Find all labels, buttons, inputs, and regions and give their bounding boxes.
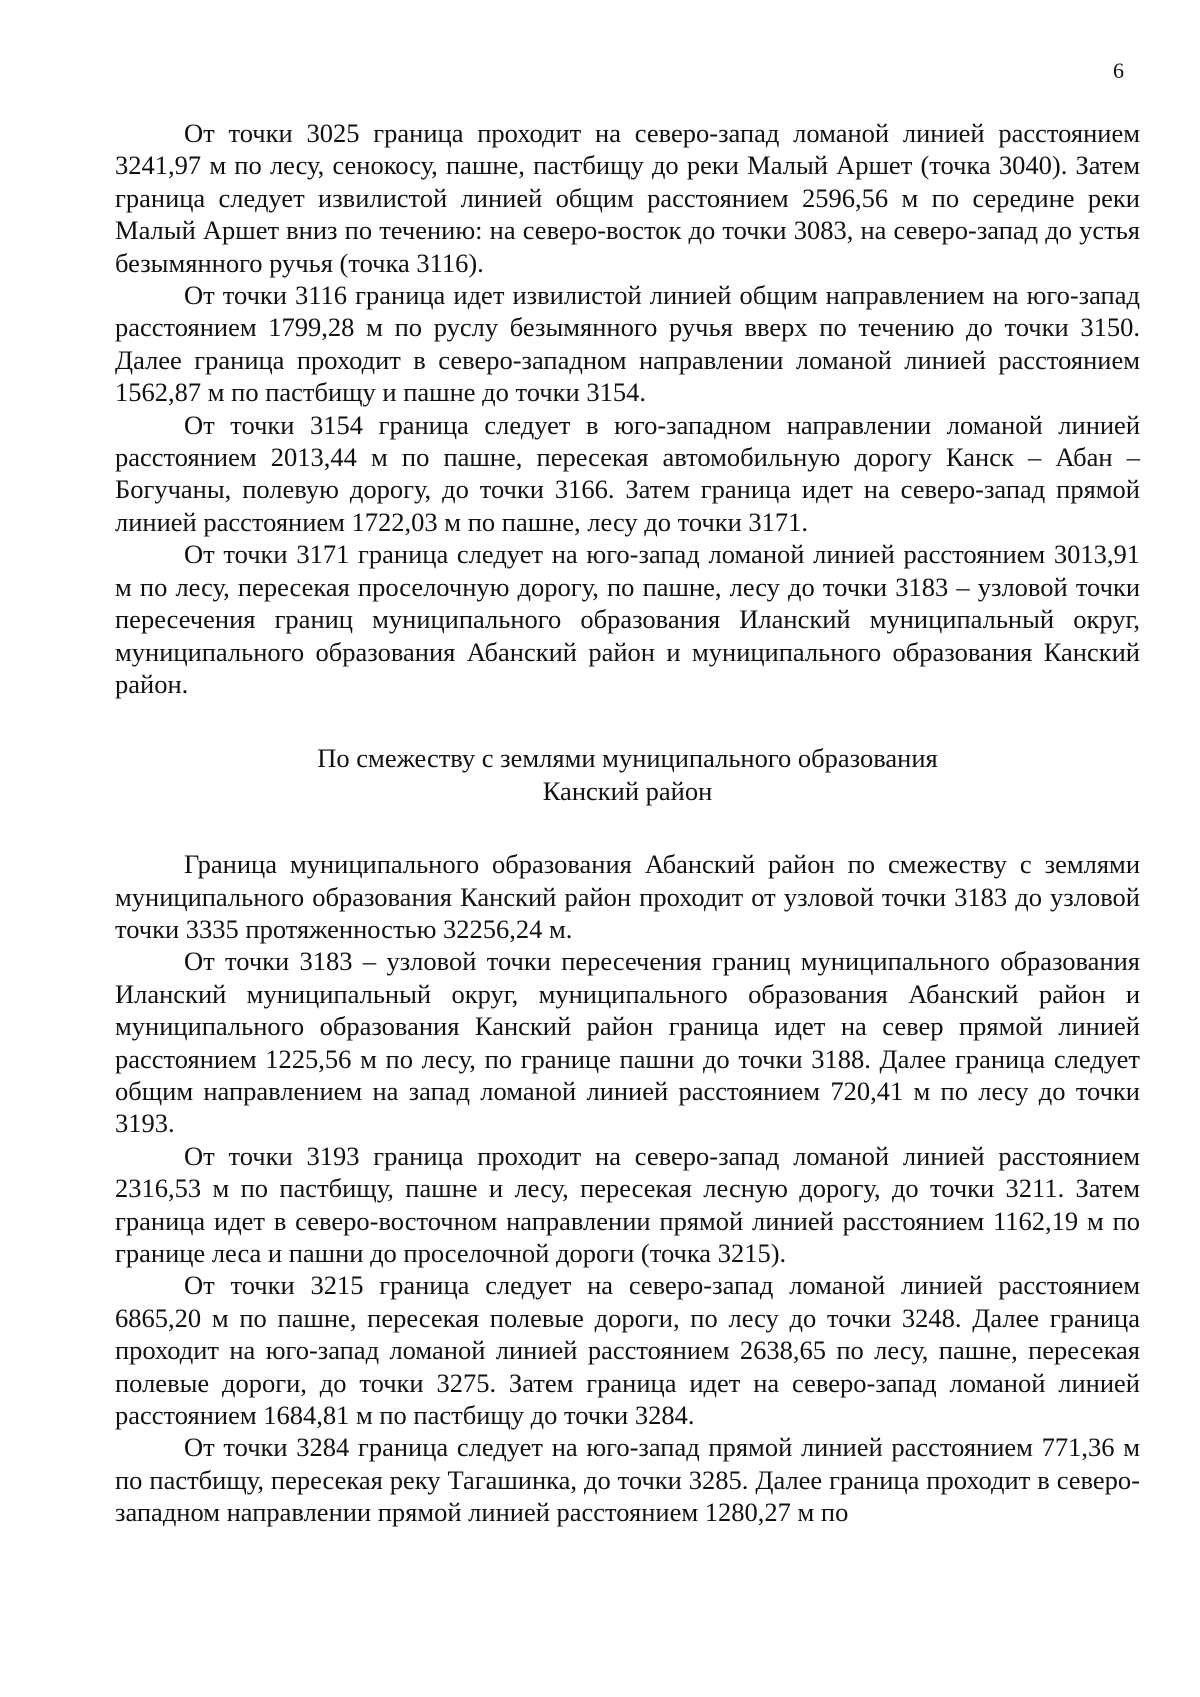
- page-number: 6: [1113, 58, 1124, 83]
- document-body: [115, 117, 1140, 1529]
- paragraph: От точки 3215 граница следует на северо-запад ломаной линией расстоянием 6865,20 м по пашне, пересекая полевые дороги, по лесу до точки 3248. Далее граница проходит на юго-запад ломаной линией расстоянием 2638,65 по лесу, пашне, пересекая полевые дороги, до точки 3275. Затем граница идет на северо-запад ломаной линией расстоянием 1684,81 м по пастбищу до точки 3284.: [115, 1270, 1140, 1431]
- section-heading: [115, 742, 1140, 807]
- paragraph: От точки 3183 – узловой точки пересечения границ муниципального образования Иланский муниципальный округ, муниципального образования Абанский район и муниципального образования Канский район граница идет на север прямой линией расстоянием 1225,56 м по лесу, по границе пашни до точки 3188. Далее граница следует общим направлением на запад ломаной линией расстоянием 720,41 м по лесу до точки 3193.: [115, 946, 1140, 1139]
- paragraph: От точки 3025 граница проходит на северо-запад ломаной линией расстоянием 3241,97 м по лесу, сенокосу, пашне, пастбищу до реки Малый Аршет (точка 3040). Затем граница следует извилистой линией общим расстоянием 2596,56 м по середине реки Малый Аршет вниз по течению: на северо-восток до точки 3083, на северо-запад до устья безымянного ручья (точка 3116).: [115, 118, 1140, 278]
- paragraph: От точки 3154 граница следует в юго-западном направлении ломаной линией расстоянием 2013,44 м по пашне, пересекая автомобильную дорогу Канск – Абан – Богучаны, полевую дорогу, до точки 3166. Затем граница идет на северо-запад прямой линией расстоянием 1722,03 м по пашне, лесу до точки 3171.: [115, 409, 1140, 537]
- paragraph: От точки 3116 граница идет извилистой линией общим направлением на юго-запад расстоянием 1799,28 м по руслу безымянного ручья вверх по течению до точки 3150. Далее граница проходит в северо-западном направлении ломаной линией расстоянием 1562,87 м по пастбищу и пашне до точки 3154.: [115, 280, 1140, 408]
- paragraph: От точки 3193 граница проходит на северо-запад ломаной линией расстоянием 2316,53 м по пастбищу, пашне и лесу, пересекая лесную дорогу, до точки 3211. Затем граница идет в северо-восточном направлении прямой линией расстоянием 1162,19 м по границе леса и пашни до проселочной дороги (точка 3215).: [115, 1140, 1140, 1268]
- section-heading-line: Канский район: [542, 775, 713, 806]
- paragraph: Граница муниципального образования Абанский район по смежеству с землями муниципального образования Канский район проходит от узловой точки 3183 до узловой точки 3335 протяженностью 32256,24 м.: [115, 849, 1140, 944]
- paragraph: От точки 3284 граница следует на юго-запад прямой линией расстоянием 771,36 м по пастбищу, пересекая реку Тагашинка, до точки 3285. Далее граница проходит в северо-западном направлении прямой линией расстоянием 1280,27 м по: [115, 1432, 1140, 1528]
- paragraph: От точки 3171 граница следует на юго-запад ломаной линией расстоянием 3013,91 м по лесу, пересекая проселочную дорогу, по пашне, лесу до точки 3183 – узловой точки пересечения границ муниципального образования Иланский муниципальный округ, муниципального образования Абанский район и муниципального образования Канский район.: [115, 539, 1140, 699]
- section-heading-line: По смежеству с землями муниципального образования: [317, 743, 938, 774]
